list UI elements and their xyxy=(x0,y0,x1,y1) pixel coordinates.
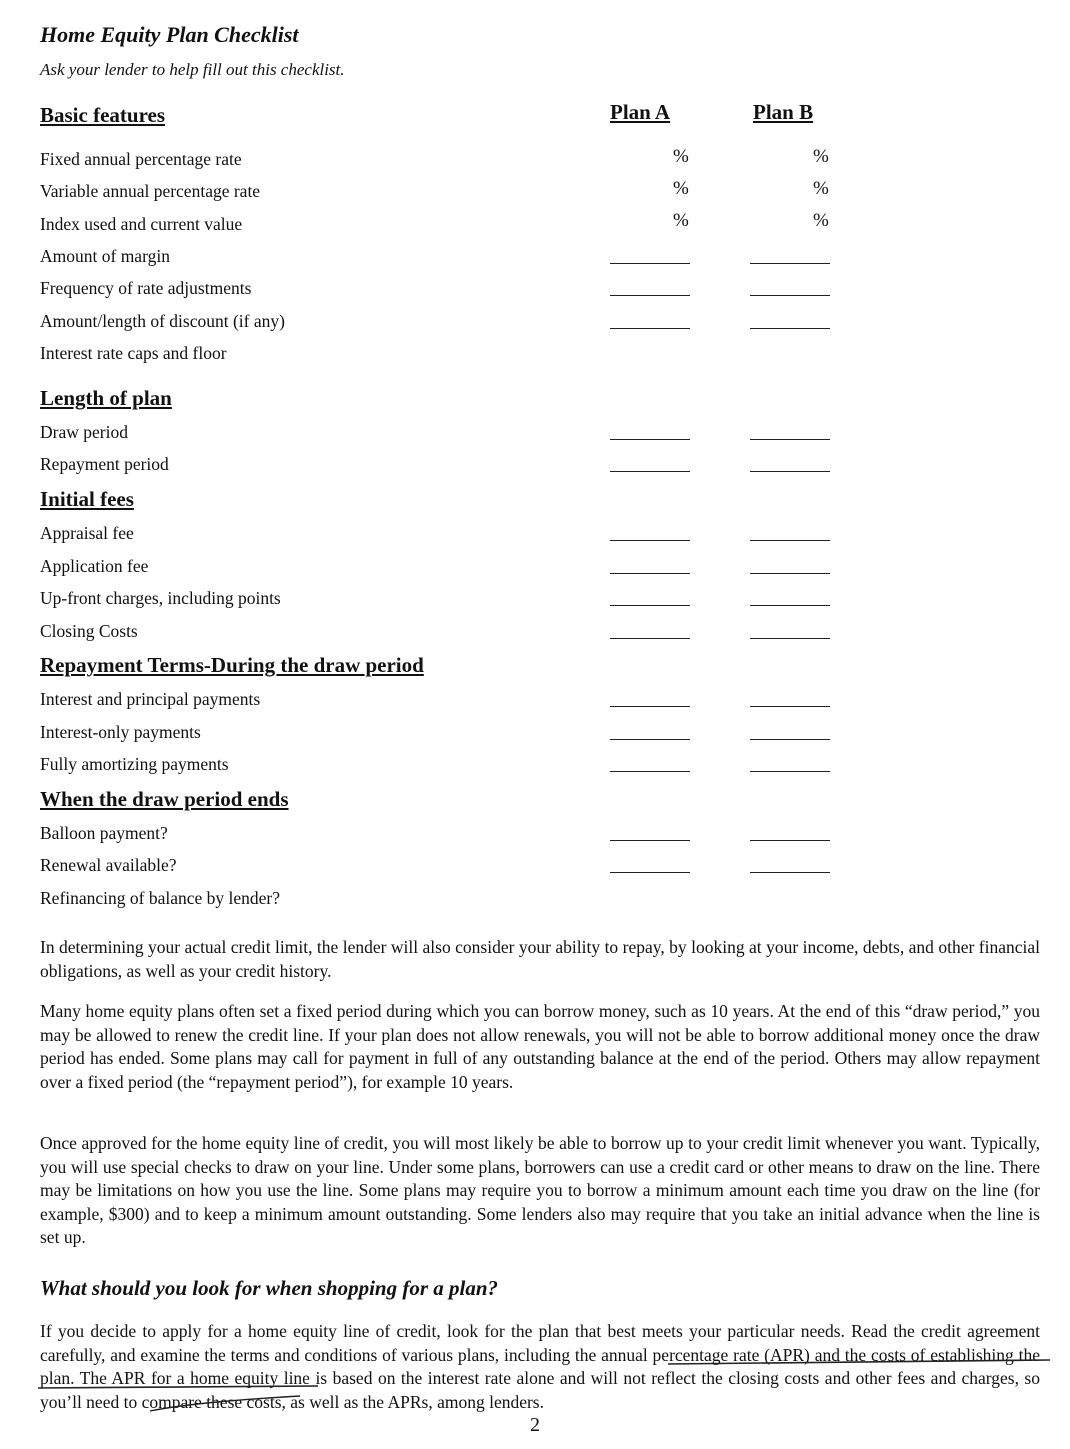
plan-a-interest-principal-blank[interactable] xyxy=(610,706,690,707)
plan-b-draw-period-blank[interactable] xyxy=(750,439,830,440)
row-label-fixed-apr: Fixed annual percentage rate xyxy=(40,149,242,169)
plan-b-renewal-blank[interactable] xyxy=(750,872,830,873)
page-subtitle: Ask your lender to help fill out this checklist. xyxy=(40,60,345,79)
plan-a-interest-only-blank[interactable] xyxy=(610,739,690,740)
paragraph-draw-period: Many home equity plans often set a fixed period during which you can borrow money, such as 10 years. At the end of this “draw period,” you may be allowed to renew the credit line. If your plan does not allow renewals, you will not be able to borrow additional money once the draw period has ended. Some plans may call for payment in full of any outstanding balance at the end of the period. Others may allow repayment over a fixed period (the “repayment period”), for example 10 years. xyxy=(40,1001,1040,1092)
plan-b-fully-amortizing-blank[interactable] xyxy=(750,771,830,772)
section-heading-repayment-terms: Repayment Terms-During the draw period xyxy=(40,653,424,677)
row-label-application-fee: Application fee xyxy=(40,556,149,576)
plan-a-variable-apr-percent: % xyxy=(673,178,689,199)
paragraph-approval: Once approved for the home equity line of credit, you will most likely be able to borrow up to your credit limit whenever you want. Typically, you will use special checks to draw on your line. Under some plans, borrowers can use a credit card or other means to draw on the line. There may be limitations on how you use the line. Some plans may require you to borrow a minimum amount each time you draw on the line (for example, $300) and to keep a minimum amount outstanding. Some lenders also may require that you take an initial advance when the line is set up. xyxy=(40,1133,1040,1247)
page-title: Home Equity Plan Checklist xyxy=(40,22,299,47)
column-header-plan-b: Plan B xyxy=(753,100,814,124)
row-label-discount: Amount/length of discount (if any) xyxy=(40,311,285,331)
plan-b-repayment-period-blank[interactable] xyxy=(750,471,830,472)
plan-a-discount-blank[interactable] xyxy=(610,328,690,329)
plan-b-rate-adjustments-blank[interactable] xyxy=(750,295,830,296)
row-label-rate-adjustments: Frequency of rate adjustments xyxy=(40,278,252,298)
row-label-variable-apr: Variable annual percentage rate xyxy=(40,181,261,201)
plan-a-index-percent: % xyxy=(673,210,689,231)
section-heading-initial-fees: Initial fees xyxy=(40,487,134,511)
section-heading-basic-features: Basic features xyxy=(40,103,166,127)
row-label-draw-period: Draw period xyxy=(40,422,128,442)
plan-a-renewal-blank[interactable] xyxy=(610,872,690,873)
plan-b-interest-only-blank[interactable] xyxy=(750,739,830,740)
plan-b-fixed-apr-percent: % xyxy=(813,146,829,167)
plan-a-fixed-apr-percent: % xyxy=(673,146,689,167)
paragraph-credit-limit: In determining your actual credit limit, the lender will also consider your ability to repay, by looking at your income, debts, and other financial obligations, as well as your credit history. xyxy=(40,937,1040,981)
plan-b-application-fee-blank[interactable] xyxy=(750,573,830,574)
plan-a-fully-amortizing-blank[interactable] xyxy=(610,771,690,772)
plan-a-repayment-period-blank[interactable] xyxy=(610,471,690,472)
row-label-up-front-charges: Up-front charges, including points xyxy=(40,588,281,608)
row-label-interest-only: Interest-only payments xyxy=(40,722,201,742)
row-label-fully-amortizing: Fully amortizing payments xyxy=(40,754,229,774)
row-label-margin: Amount of margin xyxy=(40,246,170,266)
row-label-renewal-available: Renewal available? xyxy=(40,855,177,875)
plan-b-margin-blank[interactable] xyxy=(750,263,830,264)
section-heading-draw-period-ends: When the draw period ends xyxy=(40,787,289,811)
shopping-heading: What should you look for when shopping for a plan? xyxy=(40,1276,499,1300)
column-header-plan-a: Plan A xyxy=(610,100,671,124)
plan-a-draw-period-blank[interactable] xyxy=(610,439,690,440)
plan-b-up-front-charges-blank[interactable] xyxy=(750,605,830,606)
plan-a-rate-adjustments-blank[interactable] xyxy=(610,295,690,296)
row-label-index-value: Index used and current value xyxy=(40,214,243,234)
plan-b-closing-costs-blank[interactable] xyxy=(750,638,830,639)
row-label-refinancing: Refinancing of balance by lender? xyxy=(40,888,281,908)
plan-b-variable-apr-percent: % xyxy=(813,178,829,199)
section-heading-length-of-plan: Length of plan xyxy=(40,386,172,410)
plan-a-margin-blank[interactable] xyxy=(610,263,690,264)
row-label-closing-costs: Closing Costs xyxy=(40,621,138,641)
row-label-appraisal-fee: Appraisal fee xyxy=(40,523,134,543)
row-label-interest-principal: Interest and principal payments xyxy=(40,689,261,709)
row-label-caps-floor: Interest rate caps and floor xyxy=(40,343,227,363)
page-number: 2 xyxy=(530,1414,540,1436)
plan-b-interest-principal-blank[interactable] xyxy=(750,706,830,707)
plan-b-index-percent: % xyxy=(813,210,829,231)
plan-a-closing-costs-blank[interactable] xyxy=(610,638,690,639)
plan-a-application-fee-blank[interactable] xyxy=(610,573,690,574)
paragraph-shopping: If you decide to apply for a home equity line of credit, look for the plan that best meets your particular needs. Read the credit agreement carefully, and examine the terms and conditions of various plans, including the annual percentage rate (APR) and the costs of establishing the plan. The APR for a home equity line is based on the interest rate alone and will not reflect the closing costs and other fees and charges, so you’ll need to compare these costs, as well as the APRs, among lenders. xyxy=(40,1321,1040,1412)
plan-b-appraisal-fee-blank[interactable] xyxy=(750,540,830,541)
plan-b-balloon-payment-blank[interactable] xyxy=(750,840,830,841)
plan-a-appraisal-fee-blank[interactable] xyxy=(610,540,690,541)
plan-b-discount-blank[interactable] xyxy=(750,328,830,329)
plan-a-balloon-payment-blank[interactable] xyxy=(610,840,690,841)
row-label-balloon-payment: Balloon payment? xyxy=(40,823,168,843)
plan-a-up-front-charges-blank[interactable] xyxy=(610,605,690,606)
row-label-repayment-period: Repayment period xyxy=(40,454,169,474)
